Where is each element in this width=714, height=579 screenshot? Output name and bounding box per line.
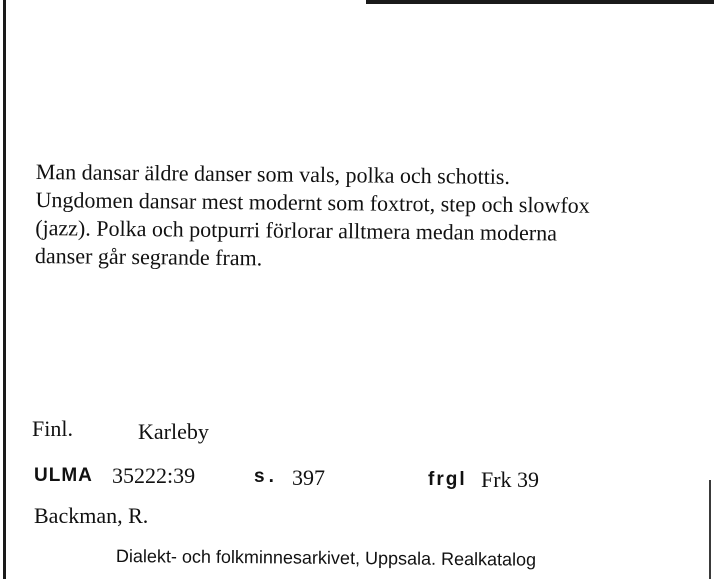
card-right-border [709, 480, 711, 579]
ulma-number: 35222:39 [112, 463, 196, 488]
page-number: 397 [292, 465, 325, 490]
card-top-border [366, 0, 714, 4]
ulma-label: ULMA [34, 465, 93, 486]
recorder-name: Backman, R. [34, 503, 149, 528]
region-label: Finl. [32, 416, 73, 441]
body-line-1: Man dansar äldre danser som vals, polka och schottis. [35, 158, 511, 189]
body-line-2: Ungdomen dansar mest modernt som foxtrot, step och slowfox [35, 186, 590, 218]
frgl-label: frgl [428, 469, 467, 490]
frgl-value: Frk 39 [481, 467, 540, 492]
page-label: s. [254, 466, 278, 487]
card-body-text [35, 158, 676, 277]
card-left-border [3, 0, 6, 579]
body-line-3: (jazz). Polka och potpurri förlorar alltmera medan moderna [35, 214, 558, 246]
body-line-4: danser går segrande fram. [34, 242, 263, 271]
archive-footer: Dialekt- och folkminnesarkivet, Uppsala. Realkatalog [115, 546, 537, 570]
place-name: Karleby [138, 419, 209, 444]
